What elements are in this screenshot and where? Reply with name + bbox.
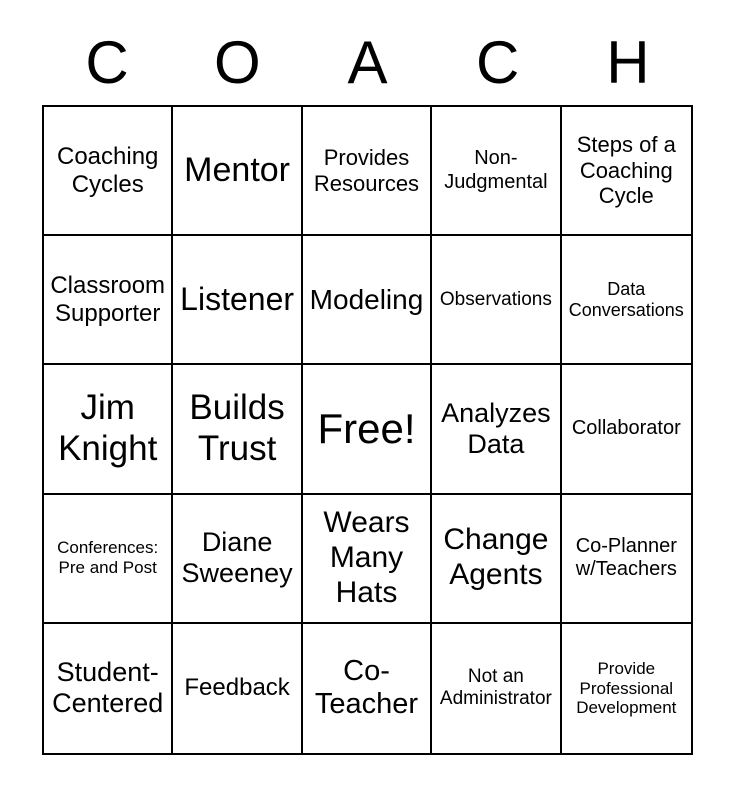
bingo-cell[interactable] <box>303 107 432 236</box>
cell-text-line: Trust <box>197 428 277 468</box>
bingo-cell[interactable] <box>173 365 302 494</box>
bingo-cell[interactable] <box>173 107 302 236</box>
bingo-cell[interactable] <box>432 365 561 494</box>
bingo-cell[interactable] <box>562 495 691 624</box>
cell-text-line: Change <box>443 523 549 557</box>
cell-text-line: Provide <box>597 658 656 678</box>
cell-text-line: Wears <box>323 506 410 539</box>
cell-text-line: Analyzes <box>441 397 551 428</box>
cell-text-line: Data <box>467 428 525 459</box>
cell-text-line: Observations <box>439 288 552 310</box>
cell-text-line: Pre and Post <box>58 558 157 578</box>
cell-text-line: Resources <box>313 170 420 196</box>
bingo-cell[interactable] <box>44 495 173 624</box>
cell-text-line: Judgmental <box>444 170 548 193</box>
bingo-cell[interactable] <box>432 624 561 753</box>
cell-text-line: Classroom <box>50 271 166 299</box>
bingo-cell[interactable] <box>562 365 691 494</box>
cell-text-line: Teacher <box>314 688 419 721</box>
bingo-cell[interactable] <box>173 624 302 753</box>
cell-text-line: Sweeney <box>181 558 293 589</box>
cell-text-line: Steps of a <box>576 132 676 158</box>
cell-text-line: Hats <box>335 575 398 609</box>
cell-text-line: Knight <box>58 428 158 468</box>
cell-text-line: Coaching <box>56 142 159 170</box>
cell-text-line: Professional <box>579 678 674 698</box>
title-letter: C <box>476 29 520 96</box>
cell-text-line: Jim <box>80 388 135 428</box>
title-letter: A <box>347 29 388 96</box>
cell-text-line: w/Teachers <box>575 558 677 581</box>
bingo-cell-free[interactable] <box>303 365 432 494</box>
bingo-cell[interactable] <box>303 495 432 624</box>
cell-text-line: Cycle <box>598 183 654 209</box>
cell-text-line: Listener <box>180 281 295 318</box>
cell-text-line: Development <box>576 698 677 718</box>
cell-text-line: Coaching <box>579 157 673 183</box>
title-letter: C <box>85 29 129 96</box>
cell-text-line: Many <box>329 540 404 574</box>
cell-text-line: Co-Planner <box>575 535 677 557</box>
title-letter: H <box>606 29 650 96</box>
cell-text-line: Cycles <box>71 170 144 198</box>
bingo-cell[interactable] <box>44 624 173 753</box>
bingo-cell[interactable] <box>432 107 561 236</box>
cell-text-line: Free! <box>317 404 416 452</box>
cell-text-line: Non- <box>474 147 518 170</box>
bingo-cell[interactable] <box>432 495 561 624</box>
bingo-cell[interactable] <box>562 236 691 365</box>
bingo-cell[interactable] <box>44 236 173 365</box>
cell-text-line: Administrator <box>439 688 552 710</box>
cell-text-line: Centered <box>52 688 164 719</box>
bingo-cell[interactable] <box>432 236 561 365</box>
bingo-cell[interactable] <box>562 624 691 753</box>
cell-text-line: Modeling <box>309 283 424 315</box>
cell-text-line: Conferences: <box>57 538 159 558</box>
cell-text-line: Co- <box>343 654 390 687</box>
cell-text-line: Agents <box>449 558 543 592</box>
title-letter: O <box>213 29 261 96</box>
bingo-cell[interactable] <box>303 624 432 753</box>
bingo-title <box>42 30 693 96</box>
cell-text-line: Conversations <box>568 299 684 320</box>
bingo-cell[interactable] <box>562 107 691 236</box>
cell-text-line: Diane <box>201 526 273 557</box>
cell-text-line: Collaborator <box>571 417 681 440</box>
cell-text-line: Builds <box>189 388 285 428</box>
bingo-cell[interactable] <box>44 365 173 494</box>
cell-text-line: Student- <box>56 657 159 688</box>
cell-text-line: Data <box>607 278 646 299</box>
cell-text-line: Provides <box>323 145 410 171</box>
bingo-cell[interactable] <box>44 107 173 236</box>
cell-text-line: Not an <box>467 666 524 688</box>
bingo-cell[interactable] <box>173 495 302 624</box>
bingo-cell[interactable] <box>173 236 302 365</box>
bingo-cell[interactable] <box>303 236 432 365</box>
cell-text-line: Feedback <box>184 674 290 702</box>
cell-text-line: Supporter <box>54 299 161 327</box>
bingo-grid <box>42 105 693 755</box>
cell-text-line: Mentor <box>184 150 290 189</box>
